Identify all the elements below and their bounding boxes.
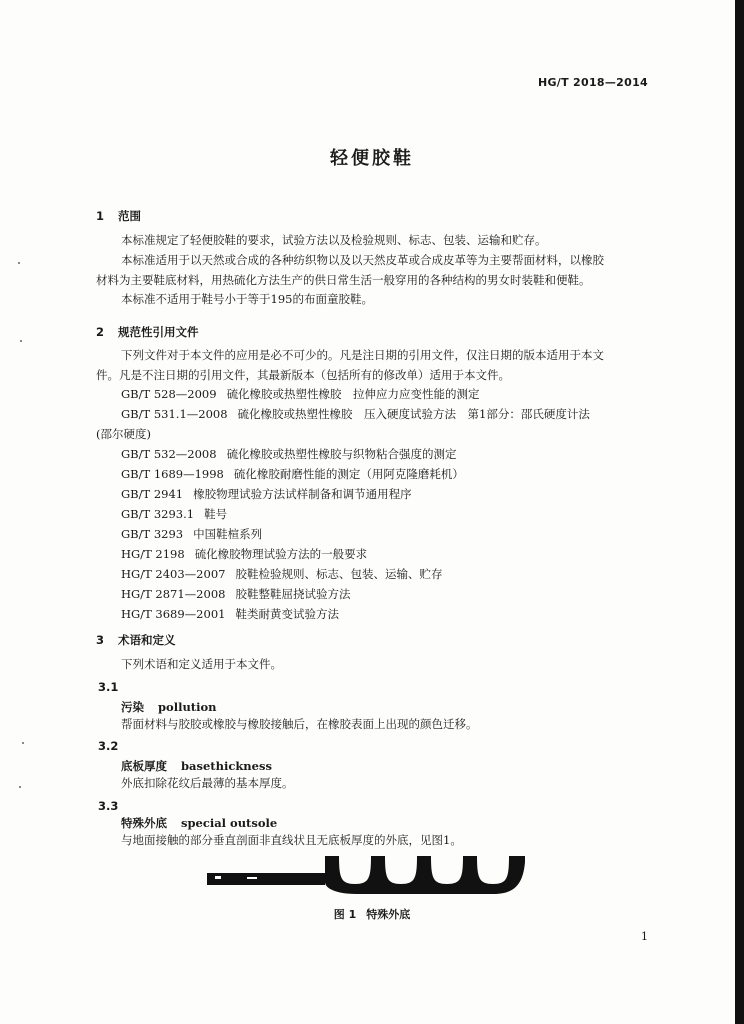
reference-title: 胶鞋检验规则、标志、包装、运输、贮存 [235, 567, 443, 581]
term-en: pollution [158, 700, 217, 714]
section-number: 2 [96, 325, 105, 339]
reference-title: 中国鞋楦系列 [193, 527, 263, 541]
reference-item [121, 506, 227, 522]
term-heading [121, 699, 217, 715]
term-zh: 底板厚度 [121, 759, 167, 773]
reference-item [121, 446, 457, 462]
scan-speck [22, 742, 24, 744]
scan-speck [18, 262, 20, 264]
reference-code: GB/T 532—2008 [121, 447, 217, 461]
reference-code: GB/T 2941 [121, 487, 184, 501]
reference-title: 胶鞋整鞋屈挠试验方法 [235, 587, 351, 601]
outsole-tread-profile [325, 856, 525, 894]
section-title: 规范性引用文件 [118, 325, 199, 339]
term-en: basethickness [181, 759, 272, 773]
section-heading-terms [96, 632, 176, 648]
reference-item [121, 566, 442, 582]
section-number: 3 [96, 633, 105, 647]
document-title: 轻便胶鞋 [330, 148, 414, 169]
section-number: 1 [96, 209, 105, 223]
paragraph: 下列文件对于本文件的应用是必不可少的。凡是注日期的引用文件，仅注日期的版本适用于本文 [121, 348, 604, 362]
reference-item [121, 406, 590, 422]
term-heading [121, 758, 272, 774]
reference-title: 硫化橡胶或热塑性橡胶与织物粘合强度的测定 [226, 447, 457, 461]
term-zh: 特殊外底 [121, 816, 167, 830]
reference-code: GB/T 528—2009 [121, 387, 217, 401]
scan-artifact [247, 877, 257, 879]
reference-title: 鞋类耐黄变试验方法 [235, 607, 339, 621]
reference-title: 鞋号 [204, 507, 228, 521]
term-definition: 外底扣除花纹后最薄的基本厚度。 [121, 776, 294, 790]
figure-caption [0, 906, 744, 922]
reference-item [121, 526, 262, 542]
outsole-base-strip [207, 873, 325, 885]
reference-title: 硫化橡胶耐磨性能的测定（用阿克隆磨耗机） [233, 467, 464, 481]
reference-title: 橡胶物理试验方法试样制备和调节通用程序 [193, 487, 412, 501]
term-number: 3.1 [98, 680, 119, 694]
reference-title: 硫化橡胶或热塑性橡胶 拉伸应力应变性能的测定 [226, 387, 480, 401]
scan-speck [19, 786, 21, 788]
term-number: 3.3 [98, 799, 119, 813]
reference-code: GB/T 3293.1 [121, 507, 195, 521]
reference-item [121, 386, 480, 402]
paragraph: 下列术语和定义适用于本文件。 [121, 657, 282, 671]
section-heading-scope [96, 208, 141, 224]
paragraph: 材料为主要鞋底材料，用热硫化方法生产的供日常生活一般穿用的各种结构的男女时装鞋和便鞋。 [96, 273, 591, 287]
figure-number: 图 1 [333, 908, 357, 921]
reference-code: GB/T 1689—1998 [121, 467, 224, 481]
reference-code: GB/T 3293 [121, 527, 184, 541]
reference-item [121, 546, 367, 562]
term-number: 3.2 [98, 739, 119, 753]
reference-item [121, 486, 412, 502]
reference-item [121, 606, 339, 622]
outsole-profile-figure [207, 852, 537, 896]
reference-code: GB/T 531.1—2008 [121, 407, 228, 421]
term-definition: 与地面接触的部分垂直剖面非直线状且无底板厚度的外底，见图1。 [121, 833, 462, 847]
section-title: 术语和定义 [118, 633, 176, 647]
figure-title: 特殊外底 [366, 908, 411, 921]
paragraph: 件。凡是不注日期的引用文件，其最新版本（包括所有的修改单）适用于本文件。 [96, 368, 510, 382]
reference-code: HG/T 2198 [121, 547, 185, 561]
page-number: 1 [641, 930, 648, 943]
reference-title: (邵尔硬度) [96, 427, 151, 441]
section-title: 范围 [118, 209, 141, 223]
reference-title: 硫化橡胶或热塑性橡胶 压入硬度试验方法 第1部分：邵氏硬度计法 [237, 407, 590, 421]
term-definition: 帮面材料与胶胶或橡胶与橡胶接触后，在橡胶表面上出现的颜色迁移。 [121, 717, 478, 731]
reference-code: HG/T 2871—2008 [121, 587, 226, 601]
term-zh: 污染 [121, 700, 144, 714]
reference-code: HG/T 2403—2007 [121, 567, 226, 581]
reference-item [96, 426, 151, 442]
term-heading [121, 815, 277, 831]
reference-title: 硫化橡胶物理试验方法的一般要求 [194, 547, 368, 561]
scan-artifact [215, 876, 221, 879]
paragraph: 本标准适用于以天然或合成的各种纺织物以及以天然皮革或合成皮革等为主要帮面材料，以橡胶 [121, 253, 604, 267]
reference-code: HG/T 3689—2001 [121, 607, 226, 621]
paragraph: 本标准不适用于鞋号小于等于195的布面童胶鞋。 [121, 292, 373, 306]
standard-number: HG/T 2018—2014 [537, 76, 648, 89]
reference-item [121, 466, 464, 482]
paragraph: 本标准规定了轻便胶鞋的要求，试验方法以及检验规则、标志、包装、运输和贮存。 [121, 233, 547, 247]
scan-speck [20, 340, 22, 342]
section-heading-references [96, 324, 199, 340]
reference-item [121, 586, 350, 602]
term-en: special outsole [181, 816, 278, 830]
